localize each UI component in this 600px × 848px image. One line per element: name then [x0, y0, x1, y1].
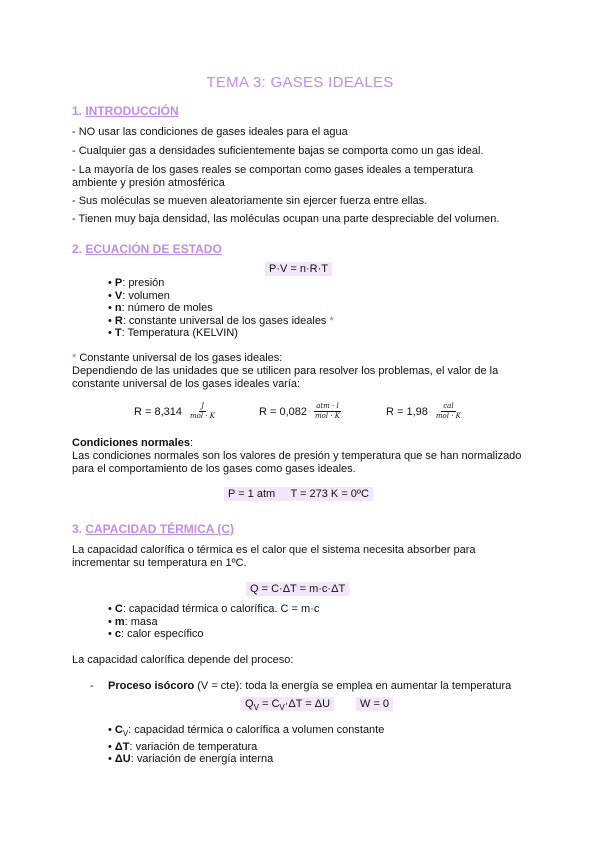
page-title: TEMA 3: GASES IDEALES	[206, 74, 394, 91]
variable-item: • V: volumen	[108, 290, 334, 303]
variable-item: • c: calor específico	[108, 628, 319, 641]
isochoric-title: Proceso isócoro	[108, 680, 195, 692]
heat-formula: Q = C·ΔT = m·c·ΔT	[246, 583, 349, 595]
variable-item: • m: masa	[108, 616, 319, 629]
constant-note: * Constante universal de los gases ideales: Dependiendo de las unidades que se utilicen para resolver los problemas, el valor de la constante universal de los gases ideales varía:	[72, 352, 499, 390]
isochoric-formula: $Q_V = C_V\cdot\Delta T = \Delta U$	[241, 698, 334, 712]
section-1-heading	[72, 104, 179, 118]
variable-item: • ΔT: variación de temperatura	[108, 741, 384, 754]
intro-item-4: - Sus moléculas se mueven aleatoriamente sin ejercer fuerza entre ellas.	[72, 195, 428, 207]
variable-item: • n: número de moles	[108, 302, 334, 315]
intro-item-3a: - La mayoría de los gases reales se comportan como gases ideales a temperatura	[72, 164, 474, 176]
r-constant-atm: R = 0,082 $\frac{\text{atm · l}}{\text{mol · K}}$	[259, 402, 341, 420]
asterisk-mark: *	[329, 314, 334, 327]
r-constant-cal: R = 1,98 $\frac{\text{cal}}{\text{mol · K}}$	[386, 402, 461, 420]
intro-item-3b: ambiente y presión atmosférica	[72, 177, 225, 189]
normal-conditions-title: Condiciones normales	[72, 437, 190, 449]
section-2-number: 2.	[72, 242, 86, 256]
normal-conditions: Condiciones normales: Las condiciones normales son los valores de presión y temperatura que se han normalizado para el comportamiento de los gases como gases ideales.	[72, 437, 522, 475]
variable-item: • T: Temperatura (KELVIN)	[108, 327, 334, 340]
normal-pressure: P = 1 atm T = 273 K = 0ºC	[224, 487, 373, 501]
state-variables-list	[108, 277, 334, 340]
section-2-heading	[72, 242, 222, 256]
process-dependence: La capacidad calorífica depende del proceso:	[72, 654, 294, 666]
isochoric-variables-list	[108, 724, 384, 766]
intro-item-5: - Tienen muy baja densidad, las moléculas ocupan una parte despreciable del volumen.	[72, 213, 500, 225]
section-3-heading	[72, 522, 234, 536]
heat-variables-list	[108, 603, 319, 641]
normal-conditions-values	[224, 488, 373, 500]
isochoric-work: W = 0	[356, 698, 393, 710]
intro-item-2: - Cualquier gas a densidades suficientemente bajas se comporta como un gas ideal.	[72, 145, 484, 157]
list-dash: -	[90, 680, 94, 692]
state-equation: P·V = n·R·T	[265, 263, 332, 275]
section-2-title: ECUACIÓN DE ESTADO	[85, 242, 222, 256]
variable-item: • R: constante universal de los gases ideales *	[108, 315, 334, 328]
section-3-title: CAPACIDAD TÉRMICA (C)	[85, 522, 234, 536]
variable-item: • P: presión	[108, 277, 334, 290]
section-1-number: 1.	[72, 104, 86, 118]
section-1-title: INTRODUCCIÓN	[85, 104, 179, 118]
intro-item-1: - NO usar las condiciones de gases ideales para el agua	[72, 126, 348, 138]
normal-conditions-text: Las condiciones normales son los valores de presión y temperatura que se han normalizado para el comportamiento de los gases como gases ideales.	[72, 450, 522, 475]
section-3-number: 3.	[72, 522, 86, 536]
variable-item: • ΔU: variación de energía interna	[108, 753, 384, 766]
isochoric-process: Proceso isócoro (V = cte): toda la energía se emplea en aumentar la temperatura	[108, 680, 512, 692]
variable-item: • C: capacidad térmica o calorífica. C = m·c	[108, 603, 319, 616]
capacity-intro: La capacidad calorífica o térmica es el calor que el sistema necesita absorber para incrementar su temperatura en 1ºC.	[72, 544, 476, 569]
r-constant-joule: R = 8,314 $\frac{J}{\text{mol · K}}$	[134, 402, 216, 420]
variable-item: • $C_V$: capacidad térmica o calorífica a volumen constante	[108, 724, 384, 741]
constant-note-text: Dependiendo de las unidades que se utilicen para resolver los problemas, el valor de la constante universal de los gases ideales varía:	[72, 365, 499, 390]
